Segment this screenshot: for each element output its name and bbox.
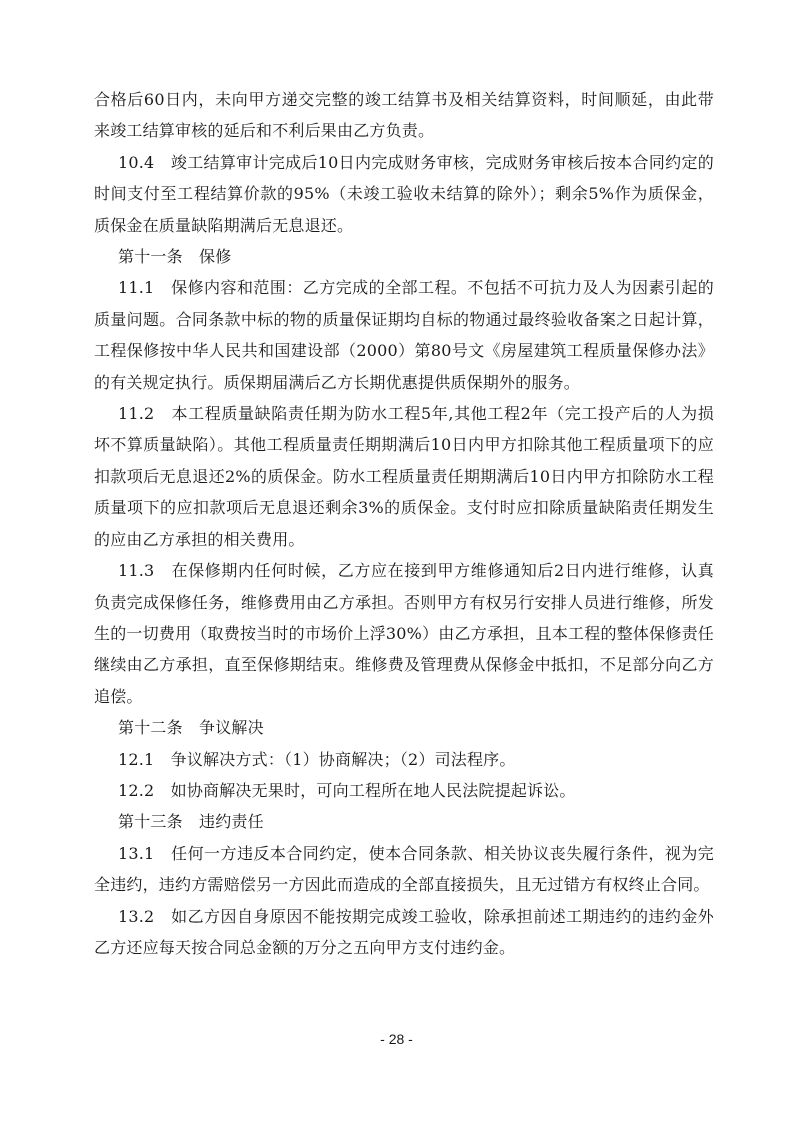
clause-11-1: 11.1 保修内容和范围：乙方完成的全部工程。不包括不可抗力及人为因素引起的质量问题。合同条款中标的物的质量保证期均自标的物通过最终验收备案之日起计算，工程保修按中华人民共和国建设部（2000）第80号文《房屋建筑工程质量保修办法》的有关规定执行。质保期届满后乙方长期优惠提供质保期外的服务。 [94,278,714,392]
section-heading-article-12: 第十二条 争议解决 [118,718,264,738]
clause-12-1: 12.1 争议解决方式：（1）协商解决；（2）司法程序。 [118,749,516,769]
clause-11-3: 11.3 在保修期内任何时候，乙方应在接到甲方维修通知后2日内进行维修，认真负责完成保修任务，维修费用由乙方承担。否则甲方有权另行安排人员进行维修，所发生的一切费用（取费按当时的市场价上浮30%）由乙方承担，且本工程的整体保修责任继续由乙方承担，直至保修期结束。维修费及管理费从保修金中抵扣，不足部分向乙方追偿。 [94,561,714,706]
document-body [94,84,714,963]
clause-11-2: 11.2 本工程质量缺陷责任期为防水工程5年,其他工程2年（完工投产后的人为损坏不算质量缺陷）。其他工程质量责任期期满后10日内甲方扣除其他工程质量项下的应扣款项后无息退还2%的质保金。防水工程质量责任期期满后10日内甲方扣除防水工程质量项下的应扣款项后无息退还剩余3%的质保金。支付时应扣除质量缺陷责任期发生的应由乙方承担的相关费用。 [94,404,714,549]
page-number: - 28 - [380,1031,413,1047]
clause-12-2: 12.2 如协商解决无果时，可向工程所在地人民法院提起诉讼。 [118,780,576,800]
paragraph-continuation: 合格后60日内，未向甲方递交完整的竣工结算书及相关结算资料，时间顺延，由此带来竣工结算审核的延后和不利后果由乙方负责。 [94,90,714,141]
clause-10-4: 10.4 竣工结算审计完成后10日内完成财务审核，完成财务审核后按本合同约定的时间支付至工程结算价款的95%（未竣工验收未结算的除外）；剩余5%作为质保金，质保金在质量缺陷期满后无息退还。 [94,152,714,235]
section-heading-article-11: 第十一条 保修 [118,247,232,267]
clause-13-2: 13.2 如乙方因自身原因不能按期完成竣工验收，除承担前述工期违约的违约金外乙方还应每天按合同总金额的万分之五向甲方支付违约金。 [94,906,714,957]
clause-13-1: 13.1 任何一方违反本合同约定，使本合同条款、相关协议丧失履行条件，视为完全违约，违约方需赔偿另一方因此而造成的全部直接损失，且无过错方有权终止合同。 [94,843,714,895]
section-heading-article-13: 第十三条 违约责任 [118,812,264,832]
